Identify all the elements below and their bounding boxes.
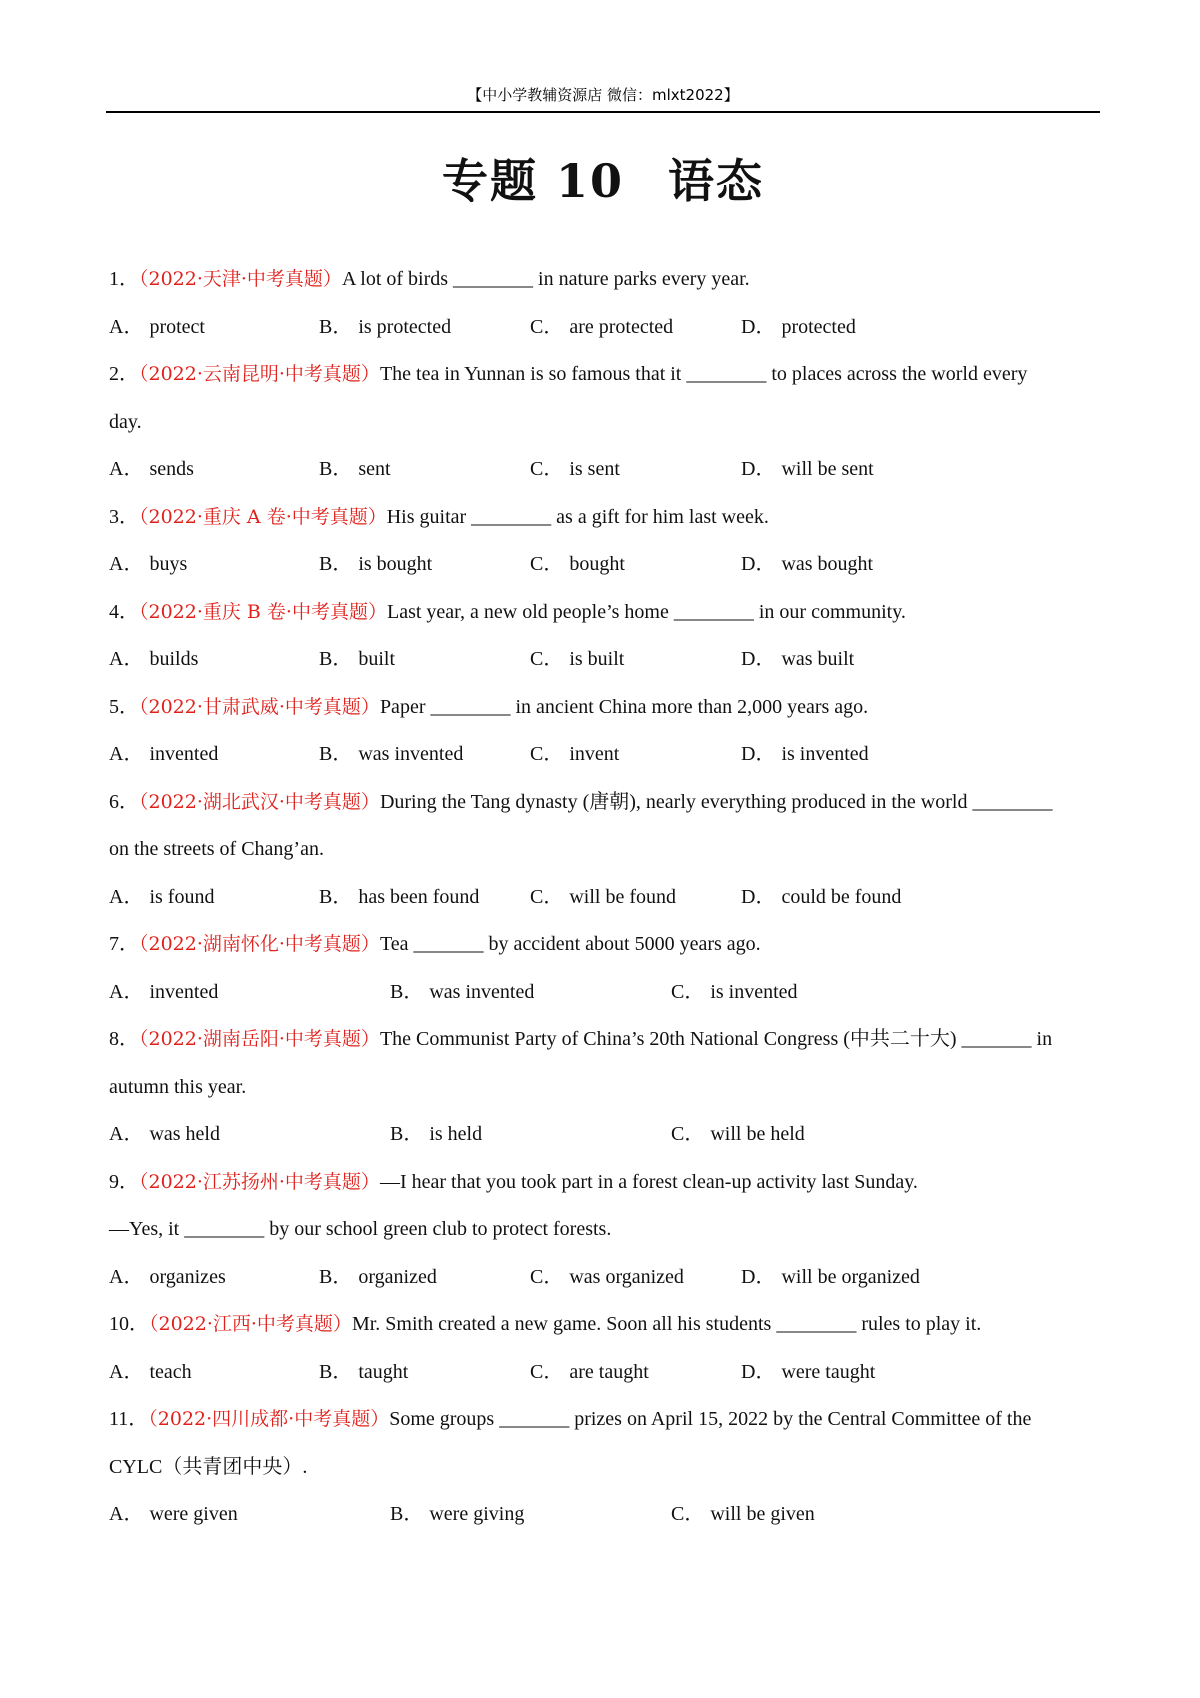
option-text: invented <box>149 743 219 765</box>
option-b[interactable] <box>319 449 391 489</box>
question-text: Tea _______ by accident about 5000 years ago. <box>379 933 761 955</box>
option-letter: C． <box>530 1360 564 1383</box>
options-row <box>109 1352 1109 1400</box>
option-letter: C． <box>530 458 564 480</box>
option-c[interactable] <box>530 1257 684 1297</box>
question-1 <box>109 259 1109 354</box>
options-row <box>109 639 1109 687</box>
question-text: The tea in Yunnan is so famous that it ________ to places across the world every <box>379 363 1028 385</box>
question-text: A lot of birds ________ in nature parks every year. <box>341 268 750 290</box>
option-text: are taught <box>569 1360 649 1383</box>
option-letter: B． <box>390 980 424 1003</box>
option-text: were given <box>149 1503 238 1525</box>
option-text: organizes <box>149 1265 226 1288</box>
option-text: protected <box>781 315 856 338</box>
option-letter: C． <box>671 1503 705 1525</box>
option-text: is held <box>429 1123 483 1145</box>
option-text: was invented <box>358 743 464 765</box>
question-9 <box>109 1162 1109 1305</box>
option-b[interactable] <box>319 1257 437 1297</box>
option-text: buys <box>149 553 188 575</box>
option-letter: B． <box>319 743 353 765</box>
question-text: Some groups _______ prizes on April 15, 2022 by the Central Committee of the <box>389 1408 1032 1430</box>
question-7 <box>109 924 1109 1019</box>
option-letter: C． <box>671 1123 705 1145</box>
option-letter: B． <box>319 553 353 575</box>
option-c[interactable] <box>530 1352 649 1392</box>
option-text: invent <box>569 743 620 765</box>
option-text: is sent <box>569 458 620 480</box>
option-b[interactable] <box>319 877 479 917</box>
option-letter: B． <box>390 1503 424 1525</box>
option-text: is invented <box>710 980 798 1003</box>
option-a[interactable] <box>109 449 194 489</box>
option-letter: B． <box>390 1123 424 1145</box>
option-letter: A． <box>109 980 144 1003</box>
option-letter: D． <box>741 553 776 575</box>
option-c[interactable] <box>530 734 619 774</box>
question-number: 8． <box>109 1028 139 1050</box>
question-stem <box>109 1399 1109 1447</box>
option-letter: B． <box>319 315 353 338</box>
option-b[interactable] <box>319 544 432 584</box>
question-stem <box>109 1304 1109 1352</box>
question-number: 10． <box>109 1313 149 1335</box>
option-d[interactable] <box>741 877 901 917</box>
question-stem <box>109 1019 1109 1067</box>
question-number: 3． <box>109 505 139 528</box>
question-6 <box>109 782 1109 925</box>
question-source: （2022·云南昆明·中考真题） <box>139 363 380 385</box>
options-row <box>109 307 1109 355</box>
question-source: （2022·湖南怀化·中考真题） <box>139 933 380 955</box>
question-stem <box>109 687 1109 735</box>
question-text: His guitar ________ as a gift for him last week. <box>386 505 769 528</box>
page-header: 【中小学教辅资源店 微信：mlxt2022】 <box>467 86 739 104</box>
question-number: 2． <box>109 363 139 385</box>
option-d[interactable] <box>741 1257 920 1297</box>
option-letter: C． <box>530 1265 564 1288</box>
option-a[interactable] <box>109 972 218 1012</box>
question-number: 6． <box>109 790 139 813</box>
question-8 <box>109 1019 1109 1162</box>
option-text: were giving <box>429 1503 525 1525</box>
option-c[interactable] <box>530 877 676 917</box>
options-row <box>109 449 1109 497</box>
option-a[interactable] <box>109 544 187 584</box>
question-list <box>109 259 1109 1542</box>
option-text: is invented <box>781 743 869 765</box>
question-source: （2022·重庆 B 卷·中考真题） <box>139 600 387 623</box>
option-letter: B． <box>319 648 353 670</box>
question-text: During the Tang dynasty (唐朝), nearly everything produced in the world ________ <box>379 790 1053 813</box>
option-text: were taught <box>781 1360 876 1383</box>
question-text: autumn this year. <box>109 1075 247 1098</box>
question-source: （2022·江西·中考真题） <box>149 1313 352 1335</box>
option-b[interactable] <box>319 307 451 347</box>
option-letter: C． <box>530 743 564 765</box>
option-text: will be sent <box>781 458 874 480</box>
option-b[interactable] <box>390 1114 482 1154</box>
option-text: could be found <box>781 885 902 908</box>
question-stem <box>109 259 1109 307</box>
question-stem-continued <box>109 1209 1109 1257</box>
option-d[interactable] <box>741 307 856 347</box>
option-a[interactable] <box>109 1114 220 1154</box>
option-a[interactable] <box>109 734 218 774</box>
option-c[interactable] <box>530 544 625 584</box>
options-row <box>109 1114 1109 1162</box>
option-letter: C． <box>530 315 564 338</box>
question-text: Paper ________ in ancient China more than 2,000 years ago. <box>379 695 869 718</box>
option-a[interactable] <box>109 877 214 917</box>
option-text: is built <box>569 648 625 670</box>
option-text: are protected <box>569 315 674 338</box>
option-c[interactable] <box>530 307 673 347</box>
option-text: protect <box>149 315 205 338</box>
options-row <box>109 1494 1109 1542</box>
option-a[interactable] <box>109 639 198 679</box>
question-text: —I hear that you took part in a forest clean-up activity last Sunday. <box>379 1170 918 1193</box>
option-letter: A． <box>109 458 144 480</box>
option-d[interactable] <box>741 639 854 679</box>
question-10 <box>109 1304 1109 1399</box>
option-letter: B． <box>319 1360 353 1383</box>
question-stem <box>109 924 1109 972</box>
question-number: 5． <box>109 695 139 718</box>
options-row <box>109 1257 1109 1305</box>
question-4 <box>109 592 1109 687</box>
option-text: was bought <box>781 553 874 575</box>
option-text: is protected <box>358 315 452 338</box>
option-text: is found <box>149 885 215 908</box>
option-letter: A． <box>109 1123 144 1145</box>
option-c[interactable] <box>671 1494 815 1534</box>
option-letter: C． <box>530 553 564 575</box>
option-b[interactable] <box>319 1352 408 1392</box>
option-letter: A． <box>109 1265 144 1288</box>
option-d[interactable] <box>741 1352 875 1392</box>
option-letter: A． <box>109 885 144 908</box>
option-letter: A． <box>109 1503 144 1525</box>
question-number: 9． <box>109 1170 139 1193</box>
option-letter: D． <box>741 458 776 480</box>
question-text: CYLC（共青团中央）. <box>109 1455 308 1478</box>
question-text: The Communist Party of China’s 20th National Congress (中共二十大) _______ in <box>379 1028 1053 1050</box>
option-text: sends <box>149 458 194 480</box>
question-source: （2022·重庆 A 卷·中考真题） <box>139 505 387 528</box>
option-text: has been found <box>358 885 480 908</box>
option-text: will be given <box>710 1503 815 1525</box>
options-row <box>109 972 1109 1020</box>
question-stem <box>109 1162 1109 1210</box>
question-number: 11． <box>109 1408 149 1430</box>
option-text: bought <box>569 553 625 575</box>
option-letter: C． <box>530 648 564 670</box>
option-a[interactable] <box>109 307 205 347</box>
option-text: was built <box>781 648 855 670</box>
question-number: 7． <box>109 933 139 955</box>
option-text: was organized <box>569 1265 684 1288</box>
option-b[interactable] <box>390 1494 524 1534</box>
question-stem <box>109 497 1109 545</box>
question-stem-continued <box>109 402 1109 450</box>
option-d[interactable] <box>741 734 869 774</box>
question-source: （2022·甘肃武威·中考真题） <box>139 695 380 718</box>
page-title <box>106 145 1100 211</box>
option-letter: D． <box>741 1265 776 1288</box>
question-stem <box>109 354 1109 402</box>
option-b[interactable] <box>319 639 395 679</box>
option-b[interactable] <box>319 734 463 774</box>
question-text: Last year, a new old people’s home ________ in our community. <box>386 600 906 623</box>
option-text: will be held <box>710 1123 805 1145</box>
question-number: 4． <box>109 600 139 623</box>
question-source: （2022·湖南岳阳·中考真题） <box>139 1028 380 1050</box>
option-letter: A． <box>109 315 144 338</box>
question-text: day. <box>109 410 142 433</box>
option-letter: C． <box>671 980 705 1003</box>
option-text: teach <box>149 1360 192 1383</box>
question-2 <box>109 354 1109 497</box>
option-d[interactable] <box>741 449 874 489</box>
option-letter: D． <box>741 743 776 765</box>
option-c[interactable] <box>671 972 798 1012</box>
question-stem <box>109 592 1109 640</box>
option-text: organized <box>358 1265 437 1288</box>
question-source: （2022·天津·中考真题） <box>139 268 342 290</box>
option-letter: D． <box>741 885 776 908</box>
options-row <box>109 544 1109 592</box>
option-text: built <box>358 648 396 670</box>
option-text: taught <box>358 1360 409 1383</box>
option-text: will be organized <box>781 1265 920 1288</box>
option-letter: A． <box>109 1360 144 1383</box>
question-text: —Yes, it ________ by our school green club to protect forests. <box>109 1218 612 1240</box>
options-row <box>109 877 1109 925</box>
question-number: 1． <box>109 268 139 290</box>
option-c[interactable] <box>530 639 624 679</box>
option-letter: A． <box>109 648 144 670</box>
option-text: was held <box>149 1123 220 1145</box>
question-text: Mr. Smith created a new game. Soon all his students ________ rules to play it. <box>351 1313 982 1335</box>
question-stem-continued <box>109 1447 1109 1495</box>
question-source: （2022·四川成都·中考真题） <box>148 1408 390 1430</box>
option-letter: B． <box>319 458 353 480</box>
question-5 <box>109 687 1109 782</box>
option-text: was invented <box>429 980 535 1003</box>
option-b[interactable] <box>390 972 534 1012</box>
option-letter: C． <box>530 885 564 908</box>
header-divider <box>106 111 1100 113</box>
options-row <box>109 734 1109 782</box>
option-text: sent <box>358 458 391 480</box>
question-stem-continued <box>109 829 1109 877</box>
question-text: on the streets of Chang’an. <box>109 838 324 860</box>
question-3 <box>109 497 1109 592</box>
option-letter: B． <box>319 1265 353 1288</box>
title-topic: 语态 <box>668 154 765 208</box>
option-a[interactable] <box>109 1352 192 1392</box>
title-main: 专题 10 <box>441 154 625 208</box>
question-stem <box>109 782 1109 830</box>
option-letter: D． <box>741 1360 776 1383</box>
question-stem-continued <box>109 1067 1109 1115</box>
option-letter: B． <box>319 885 353 908</box>
option-letter: A． <box>109 553 144 575</box>
option-text: builds <box>149 648 199 670</box>
question-11 <box>109 1399 1109 1542</box>
option-letter: A． <box>109 743 144 765</box>
option-text: will be found <box>569 885 676 908</box>
option-d[interactable] <box>741 544 873 584</box>
option-a[interactable] <box>109 1494 238 1534</box>
option-letter: D． <box>741 315 776 338</box>
question-source: （2022·湖北武汉·中考真题） <box>139 790 380 813</box>
option-c[interactable] <box>530 449 620 489</box>
option-letter: D． <box>741 648 776 670</box>
question-source: （2022·江苏扬州·中考真题） <box>139 1170 380 1193</box>
option-text: invented <box>149 980 219 1003</box>
option-c[interactable] <box>671 1114 805 1154</box>
option-a[interactable] <box>109 1257 226 1297</box>
option-text: is bought <box>358 553 433 575</box>
